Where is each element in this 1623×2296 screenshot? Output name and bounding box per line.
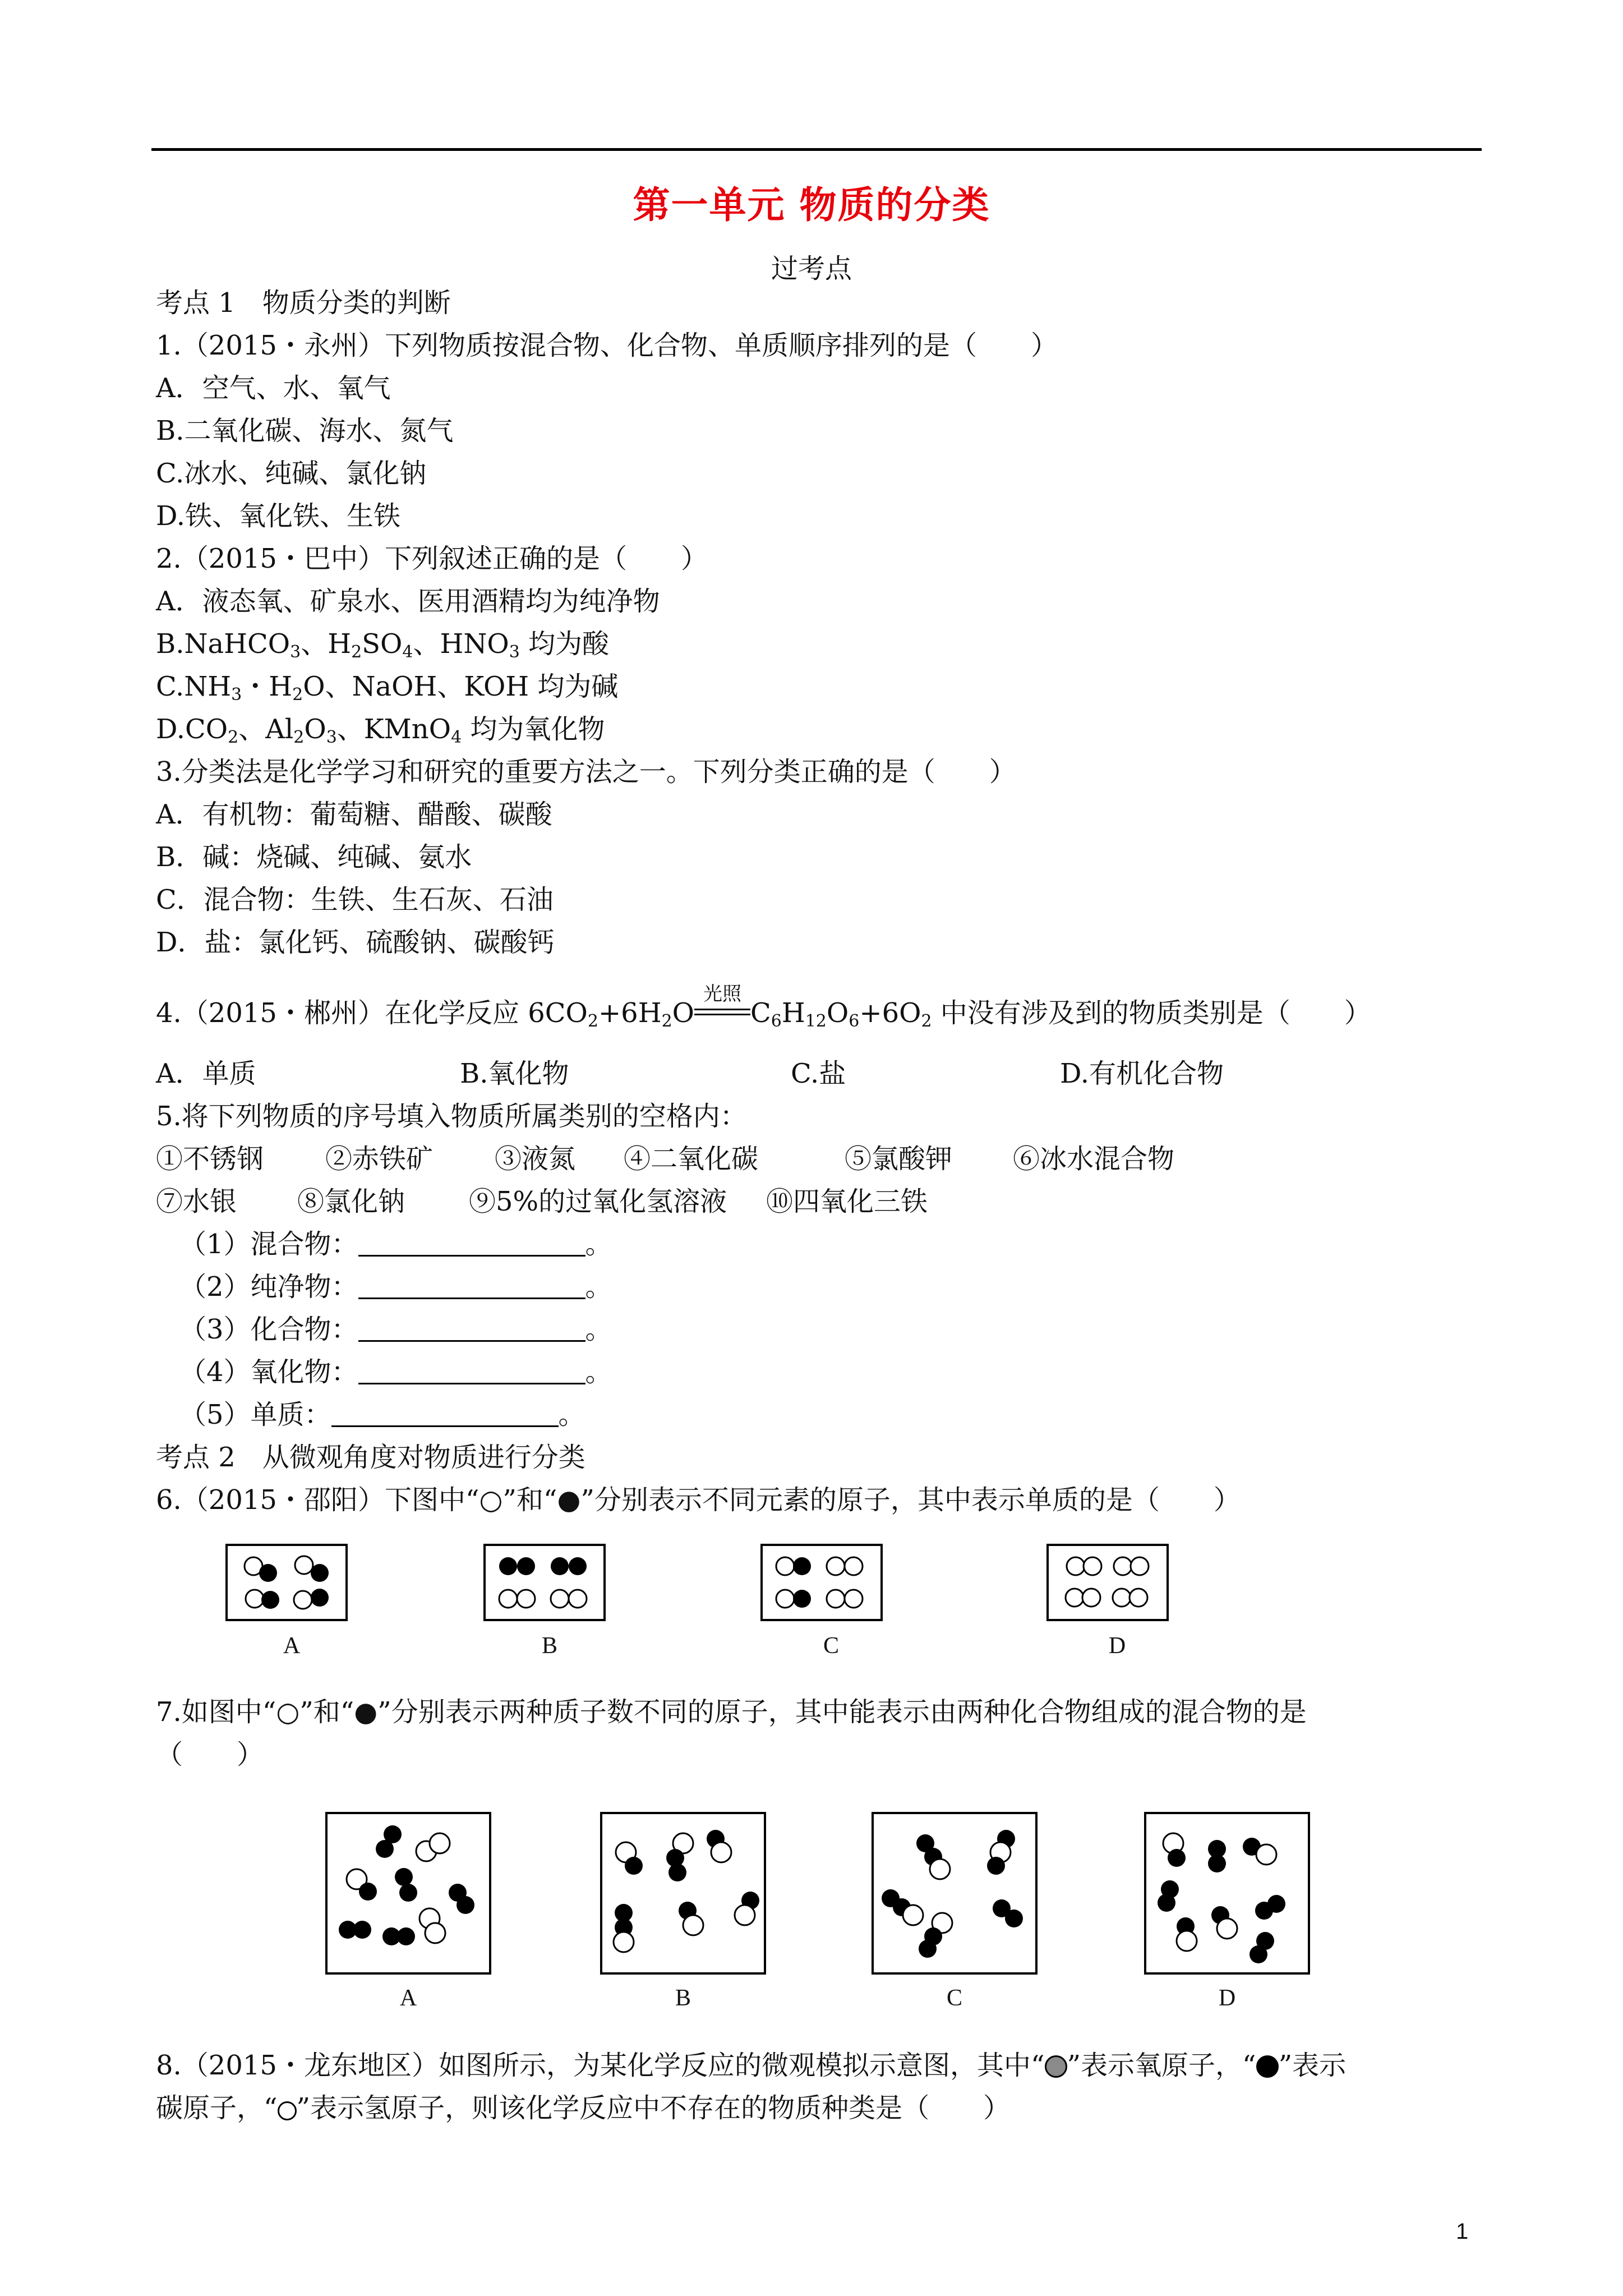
answer-blank[interactable] (331, 1401, 559, 1427)
q2-stem: 2.（2015・巴中）下列叙述正确的是（ ） (156, 543, 708, 574)
q6-label-b: B (541, 1633, 557, 1659)
q5-stem: 5.将下列物质的序号填入物质所属类别的空格内： (156, 1101, 747, 1132)
q6-label-c: C (823, 1633, 839, 1659)
q7-label-d: D (1218, 1985, 1236, 2011)
q3-stem: 3.分类法是化学学习和研究的重要方法之一。下列分类正确的是（ ） (156, 756, 1016, 788)
q1-option-a: A．空气、水、氧气 (156, 372, 391, 404)
q4-option-b: B.氧化物 (460, 1058, 569, 1089)
answer-blank[interactable] (358, 1315, 585, 1342)
q2-option-b: B.NaHCO$_3$、$H_2SO_4$、$HNO_3$ 均为酸 (156, 628, 610, 662)
q7-label-b: B (675, 1985, 691, 2011)
q5-item: ⑥冰水混合物 (1013, 1143, 1175, 1175)
q1-option-d: D.铁、氧化铁、生铁 (156, 500, 401, 532)
q5-item: ①不锈钢 (156, 1143, 264, 1175)
q7-label-a: A (399, 1985, 417, 2011)
oxygen-atom-icon (1045, 2055, 1067, 2078)
carbon-atom-icon (1256, 2055, 1279, 2078)
q2-option-c: $C.NH_3$・$H_2O$、NaOH、KOH 均为碱 (156, 671, 619, 705)
q4-option-d: D.有机化合物 (1060, 1058, 1224, 1089)
q6-label-a: A (283, 1633, 301, 1659)
q7-figure-a (325, 1812, 491, 1975)
q7-figure-c (872, 1812, 1038, 1975)
q5-item: ③液氮 (495, 1143, 576, 1175)
answer-blank[interactable] (358, 1273, 585, 1299)
q7-stem: 7.如图中“○”和“●”分别表示两种质子数不同的原子，其中能表示由两种化合物组成的混合物的是 (156, 1696, 1307, 1728)
q7-paren: （ ） (156, 1739, 264, 1770)
page-number: 1 (1456, 2219, 1469, 2244)
q6-figure-b (483, 1544, 607, 1622)
q1-option-b: B.二氧化碳、海水、氮气 (156, 415, 454, 447)
q6-stem: 6.（2015・邵阳）下图中“○”和“●”分别表示不同元素的原子，其中表示单质的是（ ） (156, 1484, 1241, 1516)
answer-blank[interactable] (358, 1358, 585, 1384)
q2-option-d: $D.CO_2$、$Al_2O_3$、KMnO$_4$ 均为氧化物 (156, 714, 605, 747)
q5-blank-line: （4）氧化物： 。 (179, 1356, 612, 1388)
q6-figure-c (760, 1544, 884, 1622)
q5-item: ④二氧化碳 (624, 1143, 759, 1175)
q4-stem: 4.（2015・郴州）在化学反应 $6CO_2+6H_2O$ 光照 $C_6H_{12}O_6+6O_2$ 中没有涉及到的物质类别是（ ） (156, 983, 1371, 1031)
q6-figure-a (225, 1544, 349, 1622)
q5-blank-line: （5）单质： 。 (179, 1399, 585, 1430)
q3-option-b: B．碱：烧碱、纯碱、氨水 (156, 841, 472, 873)
q5-item: ②赤铁矿 (325, 1143, 434, 1175)
q1-stem: 1.（2015・永州）下列物质按混合物、化合物、单质顺序排列的是（ ） (156, 330, 1058, 361)
q5-item: ⑩四氧化三铁 (766, 1186, 928, 1217)
q5-item: ⑦水银 (156, 1186, 237, 1217)
q6-label-d: D (1108, 1633, 1126, 1659)
answer-blank[interactable] (358, 1230, 585, 1257)
q3-option-c: C．混合物：生铁、生石灰、石油 (156, 884, 554, 915)
q1-option-c: C.冰水、纯碱、氯化钠 (156, 458, 427, 489)
q3-option-a: A．有机物：葡萄糖、醋酸、碳酸 (156, 799, 552, 830)
section-heading-2: 考点 2 从微观角度对物质进行分类 (156, 1442, 585, 1473)
q6-figure-d (1046, 1544, 1170, 1622)
q4-option-c: C.盐 (791, 1058, 846, 1089)
q5-blank-line: （3）化合物： 。 (179, 1314, 612, 1345)
q7-label-c: C (946, 1985, 962, 2011)
q5-item: ⑤氯酸钾 (845, 1143, 953, 1175)
q5-blank-line: （2）纯净物： 。 (179, 1271, 612, 1303)
q7-figure-d (1144, 1812, 1310, 1975)
page-subtitle: 过考点 (771, 253, 852, 284)
reaction-condition: 光照 (694, 996, 750, 1030)
q5-item: ⑨5%的过氧化氢溶液 (469, 1186, 727, 1217)
section-heading-1: 考点 1 物质分类的判断 (156, 287, 451, 319)
q4-option-a: A．单质 (156, 1058, 256, 1089)
hydrogen-atom-icon (278, 2101, 297, 2120)
top-rule (151, 148, 1482, 151)
q2-option-a: A．液态氧、矿泉水、医用酒精均为纯净物 (156, 586, 660, 617)
page-title: 第一单元 物质的分类 (633, 183, 990, 227)
q5-blank-line: （1）混合物： 。 (179, 1228, 612, 1260)
q3-option-d: D．盐：氯化钙、硫酸钠、碳酸钙 (156, 927, 555, 958)
q7-figure-b (600, 1812, 766, 1975)
q5-item: ⑧氯化钠 (297, 1186, 405, 1217)
q8-stem-line2: 碳原子，“ ”表示氢原子，则该化学反应中不存在的物质种类是（ ） (156, 2092, 1011, 2124)
q8-stem-line1: 8.（2015・龙东地区）如图所示，为某化学反应的微观模拟示意图，其中“ ”表示氧原子，“ ”表示 (156, 2050, 1347, 2081)
